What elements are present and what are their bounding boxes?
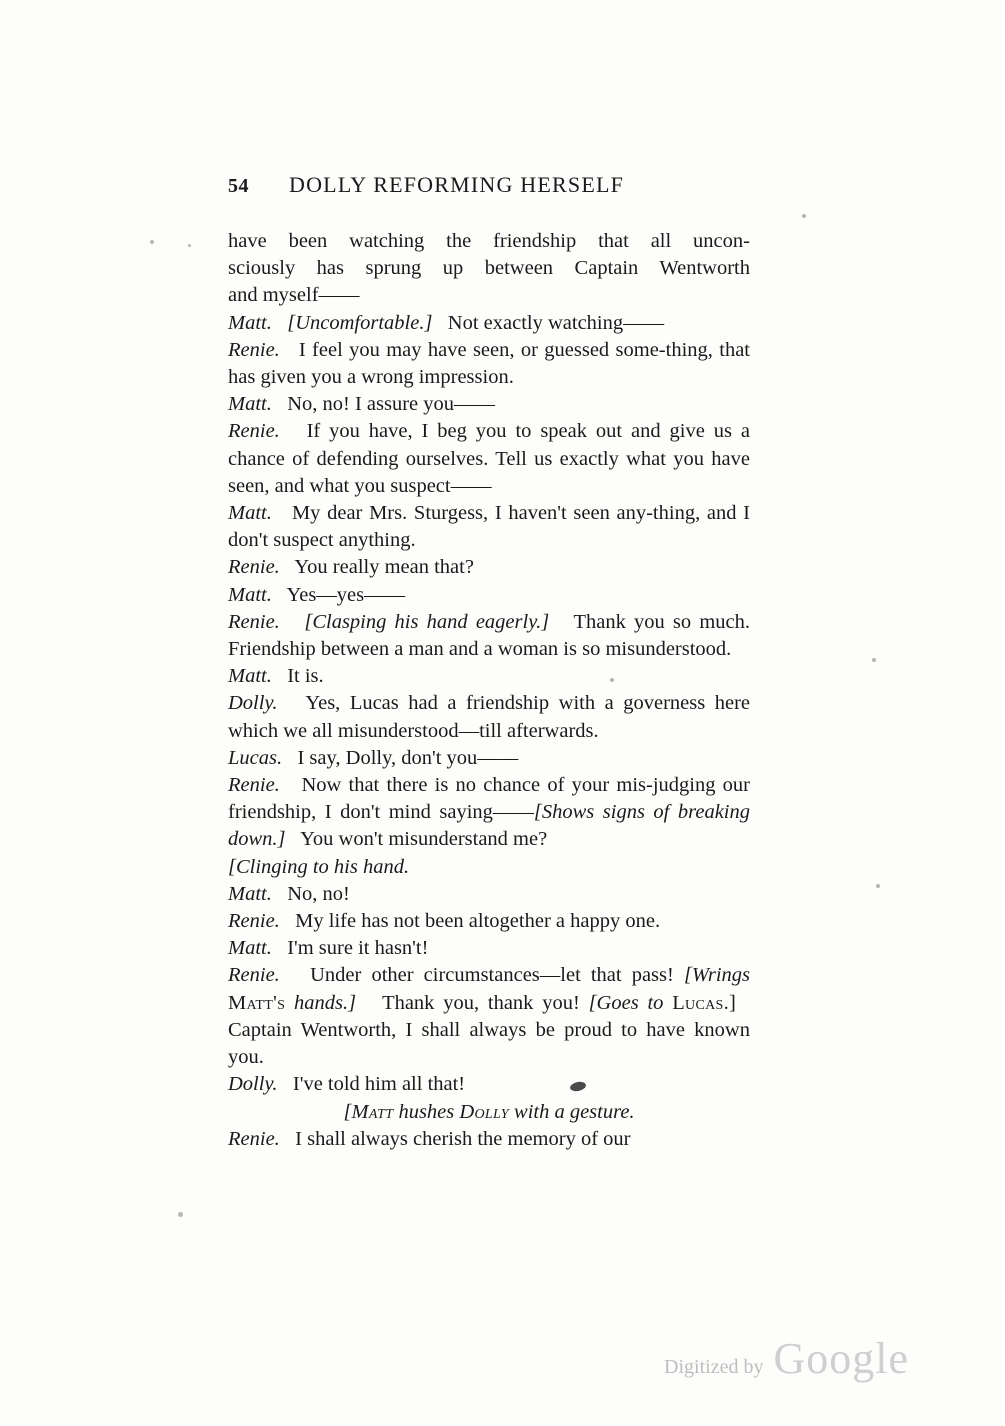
bracket-open: [	[343, 1100, 352, 1123]
speaker-name: Renie.	[228, 420, 280, 443]
speaker-name: Renie.	[228, 910, 280, 933]
speech-text: My dear Mrs. Sturgess, I haven't seen any-thing, and I don't suspect anything.	[228, 502, 751, 552]
speech-text: I feel you may have seen, or guessed some-thing, that has given you a wrong impression.	[228, 338, 750, 389]
speech-line	[228, 391, 750, 418]
speech-line	[228, 745, 750, 772]
speaker-name: Matt.	[228, 583, 272, 606]
page-speck	[150, 240, 154, 244]
speech-line	[228, 554, 750, 581]
speech-text: You really mean that?	[294, 556, 474, 579]
speech-line	[228, 609, 750, 663]
speaker-name: Matt.	[228, 393, 272, 416]
speaker-name: Matt.	[228, 937, 272, 960]
speech-text: I've told him all that!	[292, 1073, 466, 1096]
speech-text: It is.	[287, 665, 324, 688]
stage-direction-centered	[228, 1099, 750, 1126]
page-speck	[872, 658, 876, 662]
character-name-smallcaps: Dolly	[459, 1100, 509, 1123]
stage-text: hushes	[393, 1100, 460, 1123]
stage-direction-right: [Clinging to his hand.	[228, 855, 410, 878]
stage-direction: [Shows signs of breaking down.]	[228, 801, 750, 851]
speech-text: Yes—yes——	[286, 583, 406, 606]
speech-line	[228, 908, 750, 935]
speech-line	[228, 690, 750, 744]
body-line: sciously has sprung up between Captain Wentworth	[228, 257, 750, 280]
body-line: have been watching the friendship that all uncon-	[228, 230, 750, 252]
character-name-smallcaps: Matt's	[228, 991, 286, 1014]
speech-text: Under other circumstances—let that pass!	[310, 964, 674, 987]
stage-direction: [Wrings	[683, 964, 751, 987]
watermark-google-logo: Google	[773, 1334, 909, 1383]
speaker-name: Dolly.	[228, 1073, 278, 1096]
stage-direction: [Clasping his hand eagerly.]	[304, 610, 550, 633]
speech-text: I say, Dolly, don't you——	[297, 746, 519, 769]
speech-line	[228, 772, 750, 881]
google-watermark	[664, 1333, 909, 1384]
page-speck	[876, 884, 880, 888]
speech-text: Thank you so much. Friendship between a man and a woman is so misunderstood.	[228, 610, 751, 661]
speech-text: If you have, I beg you to speak out and give us a chance of defending ourselves. Tell us exactly what you have seen, and what you suspect——	[228, 420, 751, 497]
speech-text: Yes, Lucas had a friendship with a governess here which we all misunderstood—till afterwards.	[228, 692, 750, 742]
speech-line	[228, 1126, 750, 1153]
speech-line	[228, 663, 750, 690]
speech-text: Thank you, thank you!	[382, 991, 580, 1014]
stage-text-end: with a gesture.	[508, 1100, 635, 1123]
speaker-name: Matt.	[228, 665, 272, 688]
speech-text-continued: You won't misunderstand me?	[300, 828, 548, 851]
speech-line	[228, 1071, 750, 1098]
speaker-name: Renie.	[228, 964, 280, 987]
page-speck	[802, 214, 806, 218]
page-header	[228, 172, 748, 198]
page-text-body	[228, 228, 750, 1153]
speaker-name: Renie.	[228, 556, 280, 579]
page-number: 54	[228, 175, 249, 197]
speaker-name: Matt.	[228, 502, 272, 525]
running-title: DOLLY REFORMING HERSELF	[289, 172, 625, 197]
page-speck	[188, 244, 191, 247]
speaker-name: Lucas.	[228, 746, 283, 769]
speech-text: Now that there is no chance of your mis-judging our friendship, I don't mind saying——	[228, 774, 751, 824]
speech-text: My life has not been altogether a happy one.	[295, 910, 661, 933]
speaker-name: Renie.	[228, 1127, 280, 1150]
speech-text: I shall always cherish the memory of our	[295, 1127, 631, 1150]
body-line: and myself——	[228, 284, 360, 307]
speech-text: No, no!	[287, 882, 350, 905]
speech-line	[228, 935, 750, 962]
speech-text: Not exactly watching——	[447, 311, 665, 334]
speech-line	[228, 310, 750, 337]
speech-line	[228, 962, 750, 1071]
speech-line	[228, 418, 750, 500]
speech-line	[228, 582, 750, 609]
speech-line	[228, 500, 750, 554]
speaker-name: Dolly.	[228, 692, 278, 715]
speaker-name: Matt.	[228, 311, 272, 334]
speech-text: No, no! I assure you——	[287, 393, 496, 416]
speech-text: I'm sure it hasn't!	[287, 937, 429, 960]
stage-direction: hands.]	[293, 991, 357, 1014]
speaker-name: Renie.	[228, 338, 280, 361]
speech-line	[228, 337, 750, 391]
speaker-name: Matt.	[228, 882, 272, 905]
page-speck	[178, 1212, 183, 1217]
stage-direction: [Goes to	[588, 991, 664, 1014]
speaker-name: Renie.	[228, 774, 280, 797]
character-name-smallcaps: Lucas.]	[672, 991, 737, 1014]
stage-direction: [Uncomfortable.]	[287, 311, 433, 334]
speech-text: Captain Wentworth, I shall always be proud to have known you.	[228, 1018, 750, 1069]
speech-line	[228, 881, 750, 908]
watermark-digitized-label: Digitized by	[664, 1356, 764, 1378]
character-name-smallcaps: Matt	[351, 1100, 394, 1123]
speaker-name: Renie.	[228, 610, 280, 633]
